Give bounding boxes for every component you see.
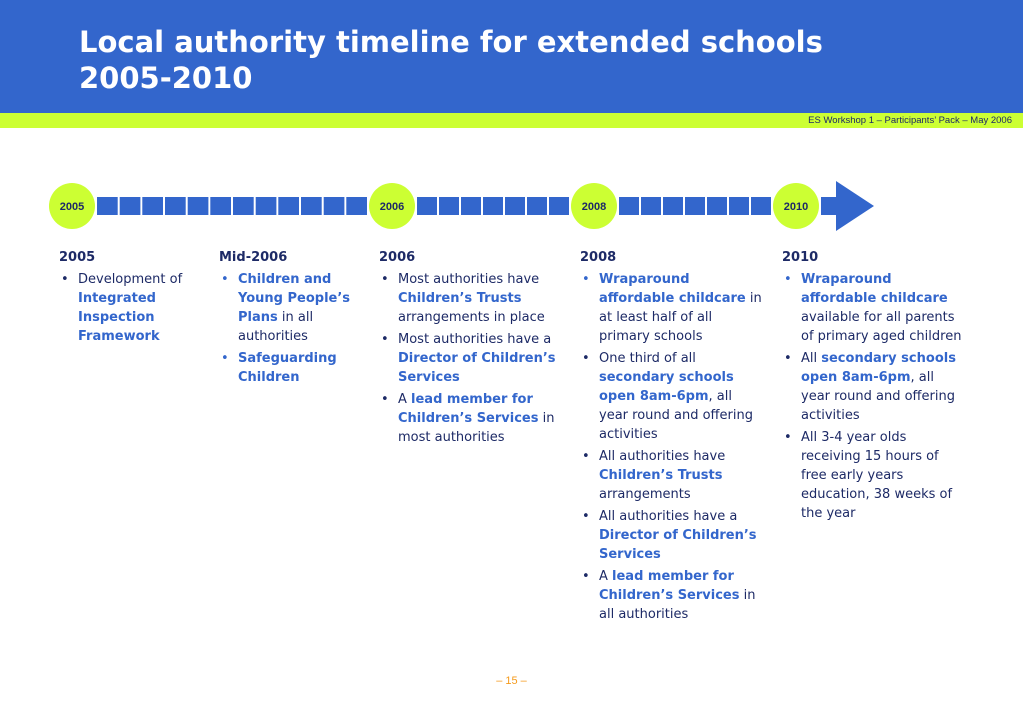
bullet-dot-icon: •: [381, 332, 389, 347]
list-item: [580, 567, 762, 624]
timeline-segment: [751, 197, 771, 215]
slide-title-line-2: 2005-2010: [79, 61, 253, 95]
highlighted-text: Director of Children’s Services: [599, 528, 757, 562]
bullet-dot-icon: •: [582, 449, 590, 464]
timeline-segment: [301, 197, 322, 215]
list-item: [59, 270, 199, 346]
item-text: All authorities have: [599, 449, 726, 464]
timeline-segment: [483, 197, 503, 215]
timeline-segment: [439, 197, 459, 215]
list-item: [580, 349, 762, 444]
item-text: arrangements in place: [398, 310, 545, 325]
highlighted-text: secondary schools open 8am-6pm: [599, 370, 734, 404]
timeline-segment: [417, 197, 437, 215]
item-text: Development of: [78, 272, 183, 287]
column-heading: 2006: [379, 250, 416, 265]
workshop-reference: ES Workshop 1 – Participants’ Pack – May 2006: [808, 115, 1012, 126]
timeline-segment: [685, 197, 705, 215]
timeline-marker-label: 2005: [59, 201, 85, 213]
bullet-dot-icon: •: [221, 272, 229, 287]
bullet-list: [59, 270, 199, 346]
timeline-segment: [505, 197, 525, 215]
timeline-segment: [707, 197, 727, 215]
slide-title-line-1: Local authority timeline for extended schools: [79, 25, 823, 59]
highlighted-text: lead member for Children’s Services: [398, 392, 539, 426]
list-item: [580, 270, 762, 346]
item-text: One third of all: [599, 351, 696, 366]
timeline-segment: [549, 197, 569, 215]
item-text: , all year round and offering activities: [599, 389, 753, 442]
list-item: [379, 330, 561, 387]
bullet-dot-icon: •: [582, 272, 590, 287]
slide-title: [79, 24, 999, 96]
highlighted-text: lead member for Children’s Services: [599, 569, 740, 603]
timeline-segment: [461, 197, 481, 215]
bullet-list: [219, 270, 365, 387]
timeline-marker-label: 2008: [581, 201, 607, 213]
list-item: [580, 507, 762, 564]
timeline-segment: [527, 197, 547, 215]
column-heading: 2005: [59, 250, 96, 265]
timeline-marker-2008: [571, 183, 617, 229]
bullet-dot-icon: •: [784, 430, 792, 445]
timeline-segment: [233, 197, 254, 215]
item-text: Most authorities have: [398, 272, 540, 287]
item-text: Most authorities have a: [398, 332, 552, 347]
bullet-dot-icon: •: [221, 351, 229, 366]
highlighted-text: Children’s Trusts: [398, 291, 522, 306]
timeline-segment: [619, 197, 639, 215]
title-banner: [0, 0, 1023, 113]
timeline-segment: [97, 197, 118, 215]
bullet-dot-icon: •: [381, 392, 389, 407]
column-mid-2006: [219, 248, 365, 390]
item-text: in all authorities: [599, 588, 756, 622]
bullet-list: [782, 270, 964, 523]
timeline-segment: [165, 197, 186, 215]
timeline-segment: [210, 197, 231, 215]
column-2010: [782, 248, 964, 526]
timeline-marker-label: 2006: [379, 201, 405, 213]
bullet-list: [379, 270, 561, 447]
column-2005: [59, 248, 199, 349]
timeline-marker-2005: [49, 183, 95, 229]
list-item: [782, 270, 964, 346]
bullet-dot-icon: •: [784, 351, 792, 366]
item-text: in most authorities: [398, 411, 555, 445]
item-text: All 3-4 year olds receiving 15 hours of free early years education, 38 weeks of the year: [801, 430, 953, 521]
bullet-dot-icon: •: [381, 272, 389, 287]
list-item: [580, 447, 762, 504]
timeline-segment: [142, 197, 163, 215]
timeline-graphic: [0, 175, 1023, 237]
item-text: arrangements: [599, 487, 691, 502]
timeline-segment: [346, 197, 367, 215]
item-text: All authorities have a: [599, 509, 738, 524]
timeline-segment: [120, 197, 141, 215]
list-item: [219, 270, 365, 346]
highlighted-text: Wraparound affordable childcare: [599, 272, 746, 306]
bullet-dot-icon: •: [61, 272, 69, 287]
bullet-dot-icon: •: [582, 351, 590, 366]
timeline-segment: [663, 197, 683, 215]
item-text: in at least half of all primary schools: [599, 291, 762, 344]
item-text: available for all parents of primary aged children: [801, 310, 962, 344]
column-2008: [580, 248, 762, 627]
highlighted-text: Safeguarding Children: [238, 351, 337, 385]
item-text: All: [801, 351, 822, 366]
timeline-segment: [729, 197, 749, 215]
item-text: , all year round and offering activities: [801, 370, 955, 423]
column-2006: [379, 248, 561, 450]
column-heading: Mid-2006: [219, 250, 288, 265]
right-arrow-icon: [824, 181, 874, 231]
highlighted-text: Children and Young People’s Plans: [238, 272, 351, 325]
timeline-marker-2010: [773, 183, 819, 229]
timeline-segment: [256, 197, 277, 215]
highlighted-text: secondary schools open 8am-6pm: [801, 351, 956, 385]
bullet-dot-icon: •: [784, 272, 792, 287]
highlighted-text: Children’s Trusts: [599, 468, 723, 483]
list-item: [782, 349, 964, 425]
timeline-segment: [188, 197, 209, 215]
timeline-segment: [641, 197, 661, 215]
highlighted-text: Director of Children’s Services: [398, 351, 556, 385]
item-text: A: [398, 392, 412, 407]
list-item: [782, 428, 964, 523]
item-text: A: [599, 569, 613, 584]
timeline-segment: [324, 197, 345, 215]
timeline-marker-2006: [369, 183, 415, 229]
highlighted-text: Integrated Inspection Framework: [78, 291, 160, 344]
column-heading: 2010: [782, 250, 819, 265]
list-item: [219, 349, 365, 387]
bullet-dot-icon: •: [582, 569, 590, 584]
timeline-segment: [278, 197, 299, 215]
highlighted-text: Wraparound affordable childcare: [801, 272, 948, 306]
item-text: in all authorities: [238, 310, 314, 344]
column-heading: 2008: [580, 250, 617, 265]
bullet-dot-icon: •: [582, 509, 590, 524]
timeline-marker-label: 2010: [783, 201, 809, 213]
timeline-track: [97, 197, 835, 215]
bullet-list: [580, 270, 762, 624]
list-item: [379, 270, 561, 327]
page-number: – 15 –: [496, 675, 527, 687]
list-item: [379, 390, 561, 447]
